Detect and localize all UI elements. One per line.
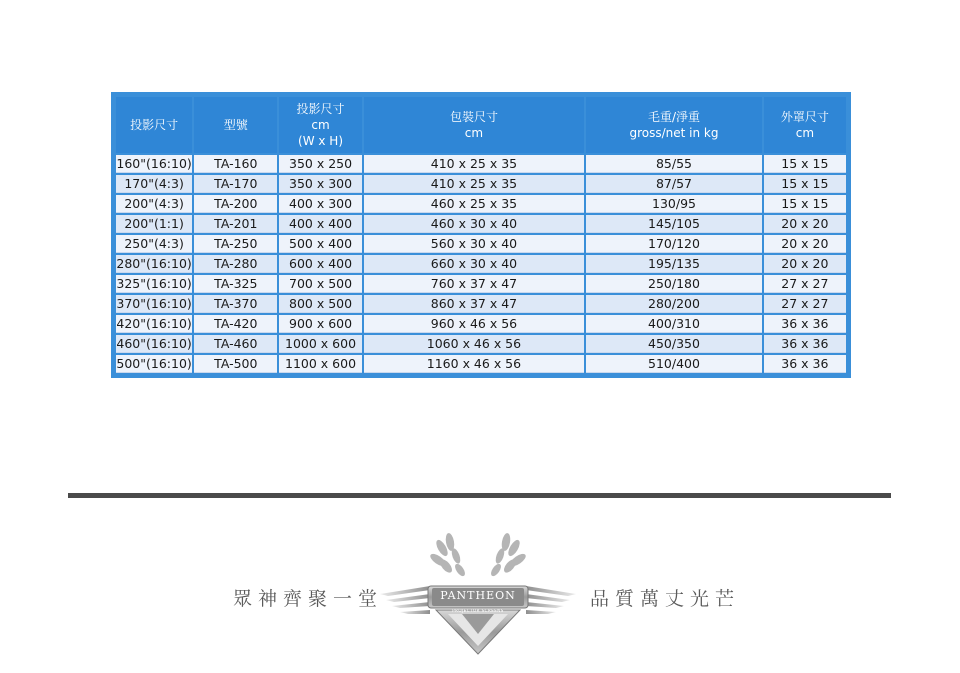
table-cell: 400 x 400: [279, 215, 361, 233]
table-row: [116, 355, 846, 373]
table-cell: 15 x 15: [764, 195, 846, 213]
table-cell: 15 x 15: [764, 155, 846, 173]
table-cell: 160"(16:10): [116, 156, 192, 171]
column-header-line: 外罩尺寸: [780, 110, 829, 124]
table-cell: TA-170: [194, 175, 277, 193]
table-cell: TA-500: [194, 355, 277, 373]
table-cell: 170/120: [586, 235, 761, 253]
table-cell: 500 x 400: [279, 235, 361, 253]
table-cell: 700 x 500: [279, 275, 361, 293]
table-row: [116, 235, 846, 253]
table-cell: TA-370: [194, 295, 277, 313]
table-cell: TA-250: [194, 235, 277, 253]
table-cell: TA-280: [194, 255, 277, 273]
column-header: [279, 97, 361, 153]
table-row: [116, 295, 846, 313]
table-cell: 350 x 250: [279, 155, 361, 173]
table-cell: 660 x 30 x 40: [364, 255, 585, 273]
table-cell: 460"(16:10): [116, 336, 192, 351]
column-header-line: 投影尺寸: [130, 118, 179, 132]
table-cell: 250"(4:3): [116, 235, 192, 253]
column-header-line: 毛重/淨重: [647, 110, 701, 124]
table-cell: 460 x 30 x 40: [364, 215, 585, 233]
column-header: [116, 97, 192, 153]
table-row: [116, 275, 846, 293]
slogan-right: 品質萬丈光芒: [590, 588, 741, 610]
table-cell: 36 x 36: [764, 355, 846, 373]
table-cell: TA-201: [194, 215, 277, 233]
table-cell: 130/95: [586, 195, 761, 213]
header-row: [116, 97, 846, 153]
table-cell: 400 x 300: [279, 195, 361, 213]
table-cell: TA-200: [194, 195, 277, 213]
table-cell: 20 x 20: [764, 215, 846, 233]
table-cell: 36 x 36: [764, 315, 846, 333]
spec-table: [114, 95, 848, 375]
table-cell: 15 x 15: [764, 175, 846, 193]
table-cell: 250/180: [586, 275, 761, 293]
spec-table-frame: [111, 92, 851, 378]
column-header: [764, 97, 846, 153]
table-cell: 1060 x 46 x 56: [364, 335, 585, 353]
column-header: [364, 97, 585, 153]
table-cell: 350 x 300: [279, 175, 361, 193]
table-cell: 1160 x 46 x 56: [364, 355, 585, 373]
table-row: [116, 175, 846, 193]
divider: [68, 493, 891, 498]
table-cell: 510/400: [586, 355, 761, 373]
table-cell: 1000 x 600: [279, 335, 361, 353]
table-cell: TA-420: [194, 315, 277, 333]
table-cell: 325"(16:10): [116, 276, 192, 291]
table-cell: 860 x 37 x 47: [364, 295, 585, 313]
table-cell: 27 x 27: [764, 275, 846, 293]
table-cell: 36 x 36: [764, 335, 846, 353]
table-cell: 200"(4:3): [116, 195, 192, 213]
column-header: [586, 97, 761, 153]
column-header: [194, 97, 277, 153]
column-header-line: 包裝尺寸: [449, 110, 498, 124]
table-cell: 280/200: [586, 295, 761, 313]
table-cell: 200"(1:1): [116, 215, 192, 233]
table-cell: 420"(16:10): [116, 316, 192, 331]
column-header-line: gross/net in kg: [629, 126, 719, 140]
table-cell: 145/105: [586, 215, 761, 233]
table-cell: 800 x 500: [279, 295, 361, 313]
table-cell: 170"(4:3): [116, 175, 192, 193]
table-cell: 410 x 25 x 35: [364, 175, 585, 193]
table-cell: 87/57: [586, 175, 761, 193]
table-cell: 195/135: [586, 255, 761, 273]
brand-subtitle: PROJECTOR SCREENS: [452, 608, 504, 613]
table-cell: 500"(16:10): [116, 356, 192, 371]
table-cell: 370"(16:10): [116, 296, 192, 311]
table-cell: 560 x 30 x 40: [364, 235, 585, 253]
brand-name: PANTHEON: [440, 589, 516, 602]
table-body: [116, 155, 846, 373]
table-cell: TA-325: [194, 275, 277, 293]
table-row: [116, 335, 846, 353]
table-row: [116, 195, 846, 213]
table-cell: 450/350: [586, 335, 761, 353]
pantheon-logo: [380, 528, 576, 658]
table-cell: 20 x 20: [764, 255, 846, 273]
table-cell: 27 x 27: [764, 295, 846, 313]
column-header-line: 型號: [223, 118, 248, 132]
table-cell: 280"(16:10): [116, 256, 192, 271]
table-row: [116, 215, 846, 233]
table-cell: TA-160: [194, 155, 277, 173]
table-cell: 1100 x 600: [279, 355, 361, 373]
column-header-line: cm: [464, 126, 484, 140]
column-header-line: cm: [795, 126, 815, 140]
table-row: [116, 255, 846, 273]
table-cell: 85/55: [586, 155, 761, 173]
column-header-line: (W x H): [298, 134, 344, 148]
table-cell: 400/310: [586, 315, 761, 333]
table-cell: 600 x 400: [279, 255, 361, 273]
column-header-line: 投影尺寸: [296, 102, 345, 116]
table-cell: TA-460: [194, 335, 277, 353]
table-cell: 760 x 37 x 47: [364, 275, 585, 293]
table-cell: 460 x 25 x 35: [364, 195, 585, 213]
table-cell: 20 x 20: [764, 235, 846, 253]
column-header-line: cm: [311, 118, 330, 132]
table-row: [116, 155, 846, 173]
table-row: [116, 315, 846, 333]
table-cell: 960 x 46 x 56: [364, 315, 585, 333]
slogan-left: 眾神齊聚一堂: [233, 588, 384, 610]
table-cell: 900 x 600: [279, 315, 361, 333]
table-cell: 410 x 25 x 35: [364, 155, 585, 173]
